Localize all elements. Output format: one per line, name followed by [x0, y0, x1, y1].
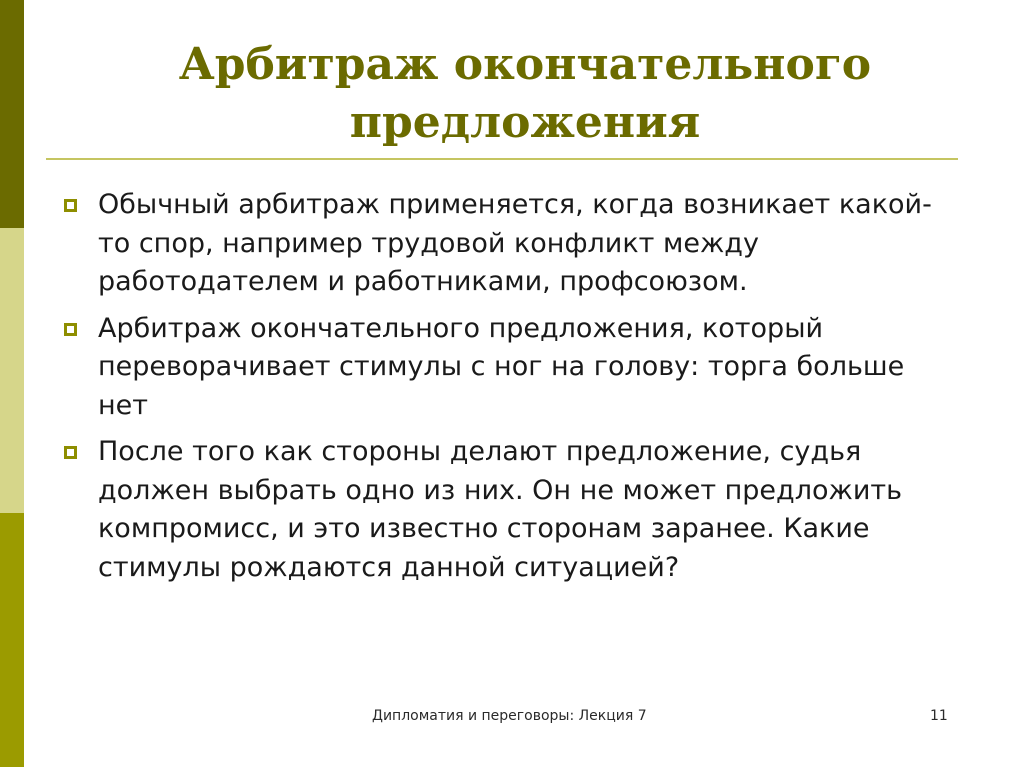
- bullet-item: [58, 186, 958, 302]
- footer-text: Дипломатия и переговоры: Лекция 7: [372, 708, 647, 724]
- slide-title-line-2: предложения: [349, 97, 701, 148]
- title-divider: [46, 158, 958, 160]
- bullet-text: Арбитраж окончательного предложения, который переворачивает стимулы с ног на голову: торга больше нет: [98, 312, 905, 421]
- slide-title: [60, 36, 990, 152]
- side-bar-top: [0, 0, 24, 228]
- slide-title-line-1: Арбитраж окончательного: [178, 39, 872, 90]
- square-bullet-icon: [64, 199, 77, 212]
- page-number: 11: [930, 708, 948, 724]
- bullet-item: [58, 310, 958, 426]
- side-bar-middle: [0, 228, 24, 513]
- bullet-list: [58, 186, 958, 595]
- side-bar-bottom: [0, 513, 24, 767]
- bullet-text: Обычный арбитраж применяется, когда возникает какой-то спор, например трудовой конфликт между работодателем и работниками, профсоюзом.: [98, 189, 932, 297]
- bullet-text: После того как стороны делают предложение, судья должен выбрать одно из них. Он не может предложить компромисс, и это известно сторонам заранее. Какие стимулы рождаются данной ситуацией?: [98, 436, 903, 583]
- square-bullet-icon: [64, 446, 77, 459]
- square-bullet-icon: [64, 323, 77, 336]
- bullet-item: [58, 433, 958, 587]
